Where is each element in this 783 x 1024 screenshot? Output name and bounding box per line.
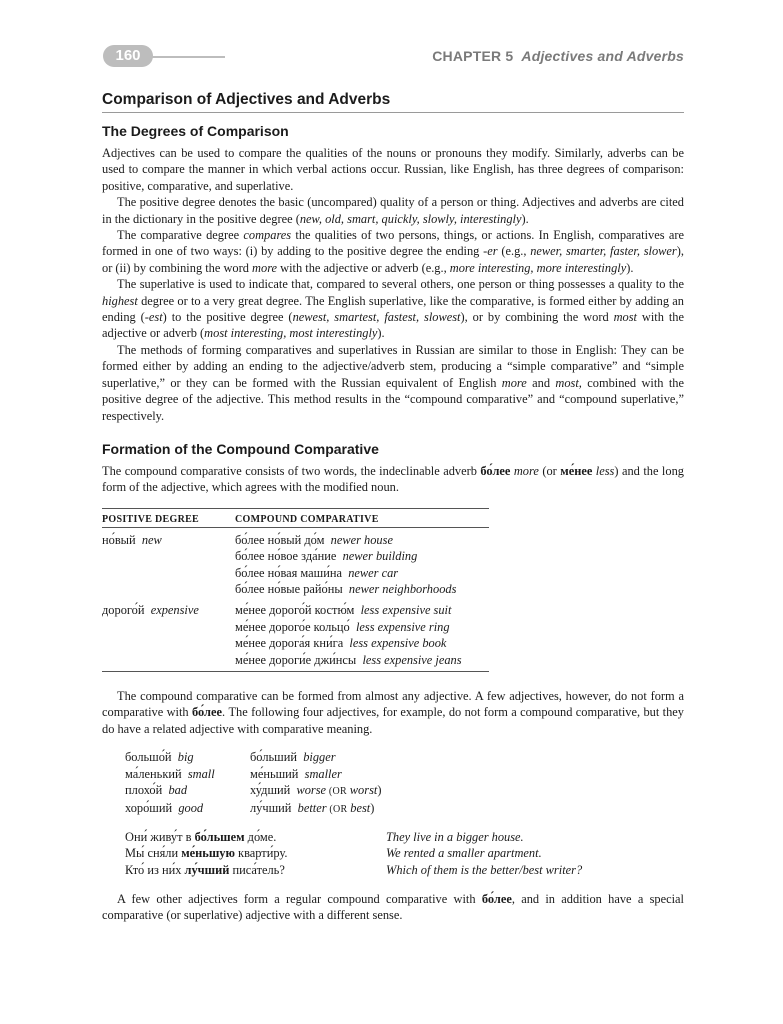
page-number-badge: 160 xyxy=(103,45,153,67)
degrees-paragraph-1: Adjectives can be used to compare the qualities of the nouns or pronouns they modify. Similarly, adverbs can be used to compare the manner in which verbal actions occur. Russian, like English, has three degrees of comparison: positive, comparative, and superlative. xyxy=(102,146,684,193)
degrees-paragraph-5: The methods of forming comparatives and superlatives in Russian are similar to those in English: They can be formed either by adding an ending to the adjective/adverb stem, producing a “simple comparative” and “simple superlative,” or they can be formed with the Russian equivalent of English more and most, combined with the positive degree of the adjective. This method results in the “compound comparative” and “compound superlative,” respectively. xyxy=(102,342,684,423)
formation-final-paragraph: A few other adjectives form a regular compound comparative with бо́лее, and in addition have a special comparative (or superlative) adjective with a different sense. xyxy=(102,892,684,923)
compound-examples-cell xyxy=(235,532,489,598)
formation-intro: The compound comparative consists of two words, the indeclinable adverb бо́лее more (or ме́нее less) and the long form of the adjective, which agrees with the modified noun. xyxy=(102,463,684,495)
compound-examples-cell xyxy=(235,602,489,668)
table-example: бо́лее но́вая маши́на newer car xyxy=(235,565,399,580)
table-example: ме́нее дороги́е джи́нсы less expensive jeans xyxy=(235,652,462,667)
table-example: бо́лее но́вое зда́ние newer building xyxy=(235,549,418,564)
list-item: ма́ленький small ме́ньший smaller xyxy=(125,766,342,781)
column-header-compound: COMPOUND COMPARATIVE xyxy=(235,513,379,525)
column-header-positive: POSITIVE DEGREE xyxy=(102,513,200,525)
table-example: ме́нее дорого́й костю́м less expensive suit xyxy=(235,603,452,618)
table-header-row xyxy=(102,509,489,528)
positive-degree-cell: но́вый new xyxy=(102,532,162,547)
degrees-paragraph-4: The superlative is used to indicate that, compared to several others, one person or thing possesses a quality to the highest degree or to a very great degree. The English superlative, like the comparative, is formed either by adding an ending (-est) to the positive degree (newest, smartest, fastest, slowest), or by combining the word most with the adjective or adverb (most interesting, most interestingly). xyxy=(102,277,684,341)
table-example: ме́нее дорого́е кольцо́ less expensive ring xyxy=(235,619,450,634)
example-sentences xyxy=(125,829,684,878)
formation-heading: Formation of the Compound Comparative xyxy=(102,440,379,457)
table-example: бо́лее но́вый до́м newer house xyxy=(235,532,393,547)
list-item: большо́й big бо́льший bigger xyxy=(125,750,336,765)
positive-degree-cell: дорого́й expensive xyxy=(102,603,199,618)
irregular-adjective-list xyxy=(125,749,684,819)
list-item: плохо́й bad ху́дший worse (OR worst) xyxy=(125,783,382,797)
degrees-paragraph-3: The comparative degree compares the qualities of two persons, things, or actions. In English, comparatives are formed in one of two ways: (i) by adding to the positive degree the ending -er (e.g., newer, smarter, faster, slower), or (ii) by combining the word more with the adjective or adverb (e.g., more interesting, more interestingly). xyxy=(102,228,684,275)
page-content xyxy=(102,91,684,924)
chapter-title: Adjectives and Adverbs xyxy=(521,48,684,64)
chapter-label: CHAPTER 5 xyxy=(432,48,514,64)
list-item: хоро́ший good лу́чший better (OR best) xyxy=(125,801,375,816)
example-sentence: Мы́ сня́ли ме́ньшую кварти́ру. We rented a smaller apartment. xyxy=(125,846,542,861)
table-group-expensive xyxy=(102,597,489,668)
example-sentence: Они́ живу́т в бо́льшем до́ме. They live in a bigger house. xyxy=(125,829,524,844)
degrees-paragraph-2: The positive degree denotes the basic (uncompared) quality of a person or thing. Adjectives and adverbs are cited in the dictionary in the positive degree (new, old, smart, quickly, slowly, interestingly). xyxy=(102,195,684,226)
formation-paragraph-after-table: The compound comparative can be formed from almost any adjective. A few adjectives, however, do not form a comparative with бо́лее. The following four adjectives, for example, do not form a compound comparative, but they do have a related adjective with comparative meaning. xyxy=(102,688,684,736)
compound-comparative-table xyxy=(102,508,489,672)
table-example: бо́лее но́вые райо́ны newer neighborhoods xyxy=(235,581,457,596)
running-header xyxy=(432,48,684,64)
example-sentence: Кто́ из ни́х лу́чший писа́тель? Which of them is the better/best writer? xyxy=(125,862,583,877)
section-title: Comparison of Adjectives and Adverbs xyxy=(102,91,684,113)
table-group-new xyxy=(102,528,489,598)
header-rule xyxy=(150,56,225,58)
table-example: ме́нее дорога́я кни́га less expensive book xyxy=(235,636,447,651)
degrees-heading: The Degrees of Comparison xyxy=(102,123,289,139)
